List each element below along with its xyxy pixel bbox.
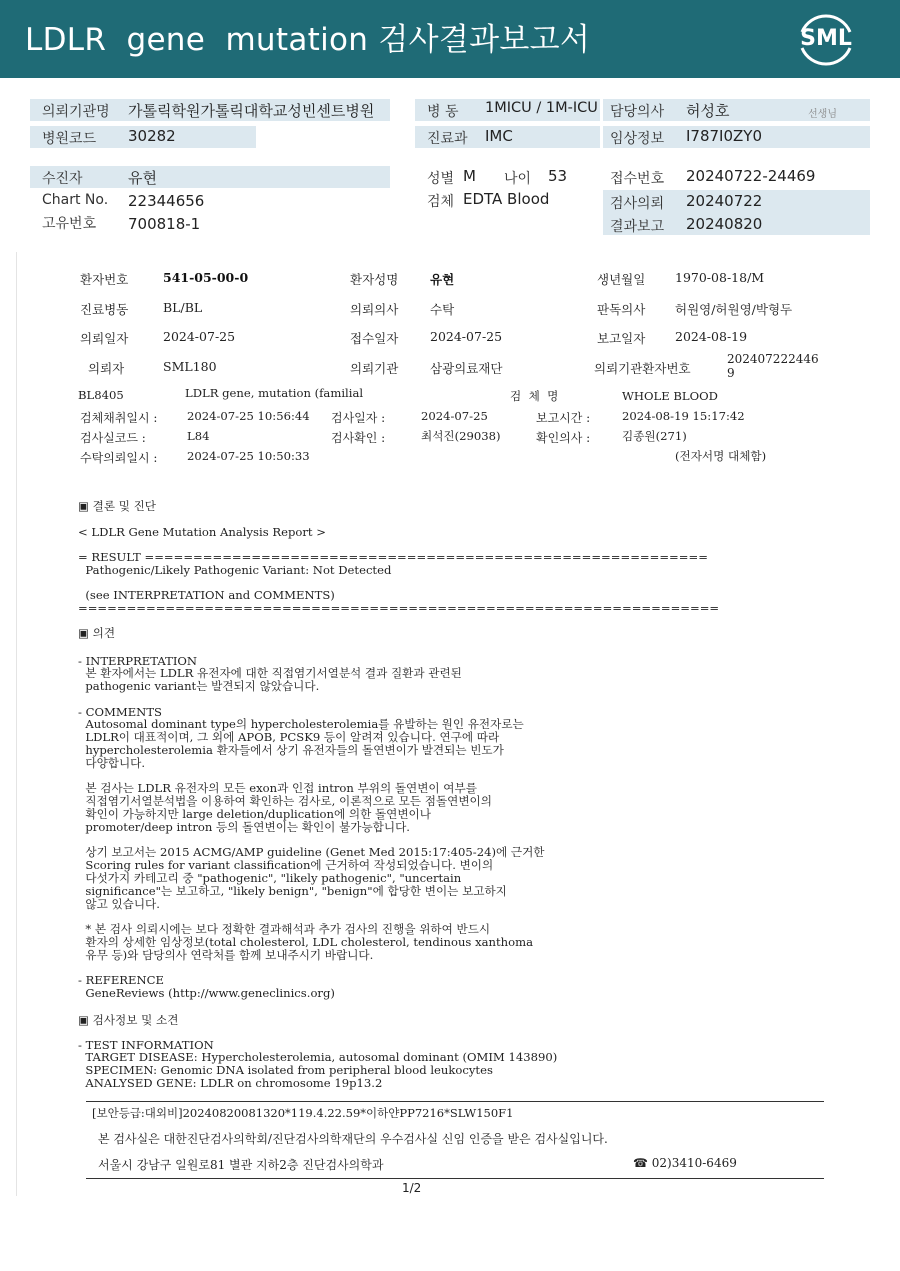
r3-label-2: 접수일자 bbox=[350, 331, 399, 346]
r1-label-2: 환자성명 bbox=[350, 272, 399, 287]
r1-label-3: 생년월일 bbox=[597, 272, 646, 287]
r2-label-1: 진료병동 bbox=[80, 302, 129, 317]
report-label: 결과보고 bbox=[610, 219, 665, 235]
see-line: (see INTERPRETATION and COMMENTS) bbox=[78, 588, 335, 602]
clinical-label: 임상정보 bbox=[610, 131, 665, 147]
result-line: Pathogenic/Likely Pathogenic Variant: Not Detected bbox=[78, 563, 392, 577]
security-line: [보안등급:대외비]20240820081320*119.4.22.59*이하얀PP7216*SLW150F1 bbox=[92, 1106, 514, 1120]
specimen-name-value: WHOLE BLOOD bbox=[622, 389, 718, 403]
section-opinion: ▣ 의견 bbox=[78, 626, 116, 640]
comment-line-1: Autosomal dominant type의 hypercholesterolemia를 유발하는 원인 유전자로는 bbox=[78, 717, 524, 731]
sex-value: M bbox=[463, 167, 476, 185]
patient-value: 유현 bbox=[128, 169, 157, 187]
m1-label-2: 검사일자 : bbox=[331, 411, 386, 425]
r3-value-3: 2024-08-19 bbox=[675, 329, 748, 344]
hospital-label: 의뢰기관명 bbox=[42, 104, 110, 120]
comment-line-2: LDLR이 대표적이며, 그 외에 APOB, PCSK9 등이 알려져 있습니다. 연구에 따라 bbox=[78, 730, 500, 744]
result-footer: ================================================================== bbox=[78, 601, 720, 615]
m3-label-1: 수탁의뢰일시 : bbox=[80, 451, 158, 465]
request-value: 20240722 bbox=[686, 192, 763, 210]
reference-line: GeneReviews (http://www.geneclinics.org) bbox=[78, 986, 335, 1000]
ward-value: 1MICU / 1M-ICU bbox=[485, 100, 598, 116]
doctor-value: 허성호 bbox=[686, 102, 730, 120]
r1-value-3: 1970-08-18/M bbox=[675, 270, 765, 285]
test-code: BL8405 bbox=[78, 388, 124, 402]
comment-line-6: 직접염기서열분석법을 이용하여 확인하는 검사로, 이론적으로 모든 점돌연변이의 bbox=[78, 794, 492, 808]
analysis-title: < LDLR Gene Mutation Analysis Report > bbox=[78, 525, 326, 539]
comment-line-15: 환자의 상세한 임상정보(total cholesterol, LDL cholesterol, tendinous xanthoma bbox=[78, 935, 533, 949]
comment-line-7: 확인이 가능하지만 large deletion/duplication에 의한 돌연변이나 bbox=[78, 807, 431, 821]
chart-value: 22344656 bbox=[128, 192, 205, 210]
m1-value-3: 2024-08-19 15:17:42 bbox=[622, 409, 745, 423]
doctor-suffix: 선생님 bbox=[808, 109, 837, 120]
m2-label-1: 검사실코드 : bbox=[80, 431, 146, 445]
age-value: 53 bbox=[548, 167, 568, 185]
r3-value-2: 2024-07-25 bbox=[430, 329, 503, 344]
r2-value-1: BL/BL bbox=[163, 300, 203, 315]
r4-value-1: SML180 bbox=[163, 359, 217, 374]
comment-line-5: 본 검사는 LDLR 유전자의 모든 exon과 인접 intron 부위의 돌연변이 여부를 bbox=[78, 781, 477, 795]
footer-divider-bottom bbox=[86, 1178, 824, 1179]
r3-label-1: 의뢰일자 bbox=[80, 331, 129, 346]
code-label: 병원코드 bbox=[42, 131, 97, 147]
dept-label: 진료과 bbox=[427, 131, 468, 147]
report-title: LDLR gene mutation 검사결과보고서 bbox=[25, 22, 591, 58]
section-conclusion: ▣ 결론 및 진단 bbox=[78, 499, 157, 513]
code-value: 30282 bbox=[128, 127, 176, 145]
comment-line-13: 않고 있습니다. bbox=[78, 897, 160, 911]
ward-label: 병 동 bbox=[427, 104, 459, 120]
section-test-info: ▣ 검사정보 및 소견 bbox=[78, 1013, 179, 1027]
m2-label-2: 검사확인 : bbox=[331, 431, 386, 445]
patient-bar bbox=[30, 166, 390, 188]
comment-line-12: significance"는 보고하고, "likely benign", "benign"에 합당한 변이는 보고하지 bbox=[78, 884, 507, 898]
test-info-line-1: TARGET DISEASE: Hypercholesterolemia, autosomal dominant (OMIM 143890) bbox=[78, 1050, 558, 1064]
interpretation-title: - INTERPRETATION bbox=[78, 654, 198, 668]
reference-title: - REFERENCE bbox=[78, 973, 164, 987]
e-signature-note: (전자서명 대체함) bbox=[675, 449, 767, 463]
report-value: 20240820 bbox=[686, 215, 763, 233]
m3-value-1: 2024-07-25 10:50:33 bbox=[187, 449, 310, 463]
chart-label: Chart No. bbox=[42, 192, 109, 208]
r2-value-2: 수탁 bbox=[430, 302, 455, 317]
m1-value-2: 2024-07-25 bbox=[421, 409, 488, 423]
r4-label-1: 의뢰자 bbox=[88, 361, 125, 376]
specimen-name-label: 검 체 명 bbox=[510, 389, 559, 403]
m2-value-2: 최석진(29038) bbox=[421, 429, 501, 443]
r1-label-1: 환자번호 bbox=[80, 272, 129, 287]
patient-label: 수진자 bbox=[42, 171, 83, 187]
sml-logo bbox=[792, 10, 860, 68]
test-info-line-2: SPECIMEN: Genomic DNA isolated from peripheral blood leukocytes bbox=[78, 1063, 493, 1077]
test-info-line-3: ANALYSED GENE: LDLR on chromosome 19p13.2 bbox=[78, 1076, 383, 1090]
uid-label: 고유번호 bbox=[42, 216, 97, 232]
r1-value-1: 541-05-00-0 bbox=[163, 270, 249, 285]
interpretation-line-1: 본 환자에서는 LDLR 유전자에 대한 직접염기서열분석 결과 질환과 관련된 bbox=[78, 666, 462, 680]
r2-label-3: 판독의사 bbox=[597, 302, 646, 317]
m2-label-3: 확인의사 : bbox=[536, 431, 591, 445]
sex-label: 성별 bbox=[427, 171, 455, 187]
r4-value-3b: 9 bbox=[727, 366, 735, 380]
receipt-label: 접수번호 bbox=[610, 171, 665, 187]
r2-label-2: 의뢰의사 bbox=[350, 302, 399, 317]
address-line: 서울시 강남구 일원로81 별관 지하2층 진단검사의학과 bbox=[98, 1158, 384, 1172]
clinical-value: I787I0ZY0 bbox=[686, 127, 763, 145]
interpretation-line-2: pathogenic variant는 발견되지 않았습니다. bbox=[78, 679, 320, 693]
dept-value: IMC bbox=[485, 127, 513, 145]
comment-line-16: 유무 등)와 담당의사 연락처를 함께 보내주시기 바랍니다. bbox=[78, 948, 374, 962]
comment-line-11: 다섯가지 카테고리 중 "pathogenic", "likely pathogenic", "uncertain bbox=[78, 871, 462, 885]
comment-line-10: Scoring rules for variant classification에 근거하여 작성되었습니다. 변이의 bbox=[78, 858, 494, 872]
phone-line: ☎ 02)3410-6469 bbox=[633, 1156, 737, 1170]
r4-label-2: 의뢰기관 bbox=[350, 361, 399, 376]
comment-line-9: 상기 보고서는 2015 ACMG/AMP guideline (Genet Med 2015:17:405-24)에 근거한 bbox=[78, 845, 545, 859]
receipt-value: 20240722-24469 bbox=[686, 167, 816, 185]
r4-label-3: 의뢰기관환자번호 bbox=[594, 361, 691, 376]
request-label: 검사의뢰 bbox=[610, 196, 665, 212]
specimen-value: EDTA Blood bbox=[463, 190, 550, 208]
r3-value-1: 2024-07-25 bbox=[163, 329, 236, 344]
r4-value-3a: 202407222446 bbox=[727, 352, 819, 366]
r4-value-2: 삼광의료재단 bbox=[430, 361, 503, 376]
page-number: 1/2 bbox=[402, 1181, 422, 1195]
comment-line-14: * 본 검사 의뢰시에는 보다 정확한 결과해석과 추가 검사의 진행을 위하여 반드시 bbox=[78, 922, 491, 936]
r1-value-2: 유현 bbox=[430, 272, 455, 287]
r3-label-3: 보고일자 bbox=[597, 331, 646, 346]
comment-line-8: promoter/deep intron 등의 돌연변이는 확인이 불가능합니다. bbox=[78, 820, 410, 834]
hospital-value: 가톨릭학원가톨릭대학교성빈센트병원 bbox=[128, 102, 375, 120]
test-info-title: - TEST INFORMATION bbox=[78, 1038, 214, 1052]
specimen-label: 검체 bbox=[427, 194, 455, 210]
m2-value-1: L84 bbox=[187, 429, 210, 443]
m1-value-1: 2024-07-25 10:56:44 bbox=[187, 409, 310, 423]
logo-text: SML bbox=[800, 26, 852, 51]
report-header bbox=[0, 0, 900, 78]
m1-label-3: 보고시간 : bbox=[536, 411, 591, 425]
comment-line-3: hypercholesterolemia 환자들에서 상기 유전자들의 돌연변이가 발견되는 빈도가 bbox=[78, 743, 504, 757]
m1-label-1: 검체채취일시 : bbox=[80, 411, 158, 425]
r2-value-3: 허원영/허원영/박형두 bbox=[675, 302, 793, 317]
footer-divider-top bbox=[86, 1101, 824, 1102]
comments-title: - COMMENTS bbox=[78, 705, 163, 719]
comment-line-4: 다양합니다. bbox=[78, 756, 146, 770]
test-name: LDLR gene, mutation (familial bbox=[185, 386, 364, 400]
uid-value: 700818-1 bbox=[128, 215, 201, 233]
result-header: = RESULT ========================================================== bbox=[78, 550, 708, 564]
certification-line: 본 검사실은 대한진단검사의학회/진단검사의학재단의 우수검사실 신임 인증을 받은 검사실입니다. bbox=[98, 1132, 608, 1146]
m2-value-3: 김종원(271) bbox=[622, 429, 687, 443]
doctor-label: 담당의사 bbox=[610, 104, 665, 120]
age-label: 나이 bbox=[504, 171, 532, 187]
